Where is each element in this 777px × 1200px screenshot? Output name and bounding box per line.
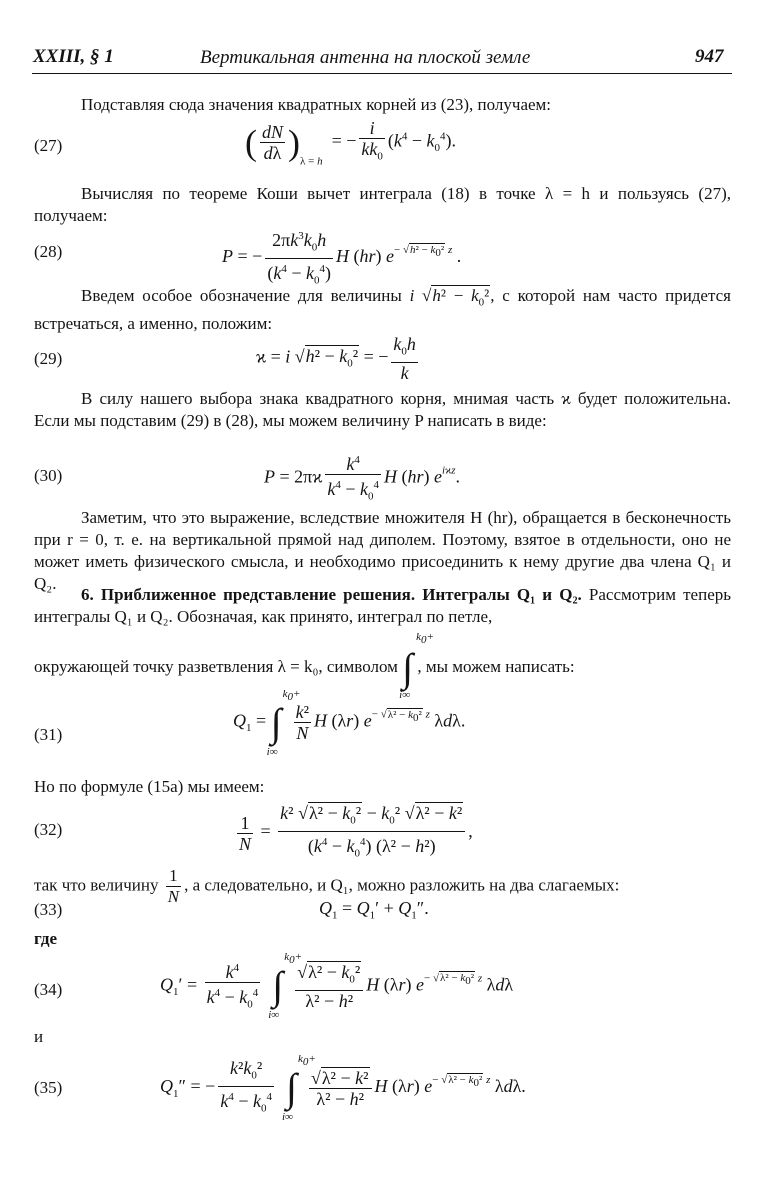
paragraph-7 bbox=[34, 631, 731, 701]
equation-number-28: (28) bbox=[34, 242, 63, 261]
paragraph-3 bbox=[34, 285, 731, 335]
equation-number-31: (31) bbox=[34, 725, 63, 744]
formula-29: ϰ = i $√h^2 - k_0^2$ = − $\frac{k_0h}{k}$ bbox=[256, 334, 416, 383]
paragraph-3-part-b: , с которой нам часто придется встречаться, а именно, положим: bbox=[34, 286, 731, 334]
formula-30: P = 2πϰ $\frac{k^4}{k^4 - k_0^4}$ H (hr) $e^{iϰz}$. bbox=[264, 450, 460, 507]
formula-34: $Q_1'$ = $\frac{k^4}{k^4 - k_0^4}$ ∫ $k_0+$ i∞ $\frac{√\lambda^2 - k_0^2}{\text{λ² − h²}}$ H (λr) $e^{- √\lambda^2 - k_0^2 z}$ λdλ bbox=[160, 951, 514, 1022]
paragraph-9-part-a: так что величину bbox=[34, 875, 159, 895]
paragraph-9-part-b: , а следовательно, и Q₁, можно разложить на два слагаемых: bbox=[184, 875, 620, 895]
equation-number-35: (35) bbox=[34, 1078, 63, 1097]
paragraph-6 bbox=[34, 584, 731, 628]
equation-number-29: (29) bbox=[34, 349, 63, 368]
where-label: где bbox=[34, 929, 58, 948]
equation-number-30: (30) bbox=[34, 466, 63, 485]
formula-27: ( $\frac{dN}{d\lambda}$ )$_{\lambda = h}$ = − $\frac{i}{kk_0}$ $(k^4 - k_0^4)$. bbox=[245, 118, 457, 168]
page-number: 947 bbox=[695, 46, 724, 67]
equation-number-34: (34) bbox=[34, 980, 63, 999]
paragraph-5: Заметим, что это выражение, вследствие множителя H (hr), обращается в бесконечность при r = 0, т. е. на вертикальной прямой над диполем. Поэтому, взятое в отдельности, оно не может иметь физического смысла, и необходимо присоединить к нему другие два члена Q₁ и Q₂. bbox=[34, 508, 731, 593]
formula-32: $\frac{1}{N}$ = $\frac{k^2 √\lambda^2 - k_0^2 - k_0^2 √\lambda^2 - k^2}{(k^4 - k_0^4) (\lambda^2 - h^2)}$ , bbox=[234, 803, 473, 863]
paragraph-4: В силу нашего выбора знака квадратного корня, мнимая часть ϰ будет положительна. Если мы подставим (29) в (28), мы можем величину P написать в виде: bbox=[34, 389, 731, 430]
paragraph-1: Подставляя сюда значения квадратных корней из (23), получаем: bbox=[81, 95, 552, 114]
equation-number-33: (33) bbox=[34, 900, 63, 919]
running-title: Вертикальная антенна на плоской земле bbox=[200, 47, 531, 68]
section-heading: 6. Приближенное представление решения. Интегралы Q₁ и Q₂. bbox=[81, 585, 582, 604]
inline-fraction: $\frac{1}{N}$ bbox=[167, 866, 180, 906]
formula-35: $Q_1''$ = − $\frac{k^2k_0^2}{k^4 - k_0^4}$ ∫ $k_0+$ i∞ $\frac{\text{√λ² − k²}}{\text{λ² − h²}}$ H (λr) $e^{- √\lambda^2 - k_0^2 z}$ λdλ. bbox=[160, 1053, 526, 1124]
inline-formula-sqrt: i $√h^2 - k_0^2$ bbox=[409, 286, 490, 309]
formula-31: $Q_1$ = ∫ $k_0+$ i∞ $\frac{\text{k²}}{N}$ H (λr) $e^{- √\lambda^2 - k_0^2 z}$ λdλ. bbox=[233, 687, 466, 758]
formula-33: $Q_1 = Q_1' + Q_1''$. bbox=[319, 898, 429, 922]
paragraph-3-part-a: Введем особое обозначение для величины bbox=[81, 286, 402, 305]
section-label: XXIII, § 1 bbox=[33, 46, 114, 67]
paragraph-2: Вычисляя по теореме Коши вычет интеграла (18) в точке λ = h и пользуясь (27), получаем: bbox=[34, 184, 731, 225]
header-rule bbox=[32, 73, 732, 74]
loop-integral-symbol: ∫ $k_0+$ i∞ bbox=[399, 631, 434, 701]
paragraph-8: Но по формуле (15а) мы имеем: bbox=[34, 777, 265, 796]
equation-number-27: (27) bbox=[34, 136, 63, 155]
paragraph-6-rest: Рассмотрим теперь интегралы Q₁ и Q₂. Обозначая, как принято, интеграл по петле, bbox=[34, 585, 732, 626]
paragraph-7-part-a: окружающей точку разветвления λ = k₀, символом bbox=[34, 656, 398, 676]
formula-28: P = − $\frac{2\pi k^3k_0h}{(k^4 - k_0^4)}$ H (hr) $e^{- √h^2 - k_0^2 z}$ . bbox=[222, 226, 461, 290]
paragraph-7-part-b: , мы можем написать: bbox=[417, 656, 575, 676]
equation-number-32: (32) bbox=[34, 820, 63, 839]
and-label: и bbox=[34, 1027, 44, 1046]
